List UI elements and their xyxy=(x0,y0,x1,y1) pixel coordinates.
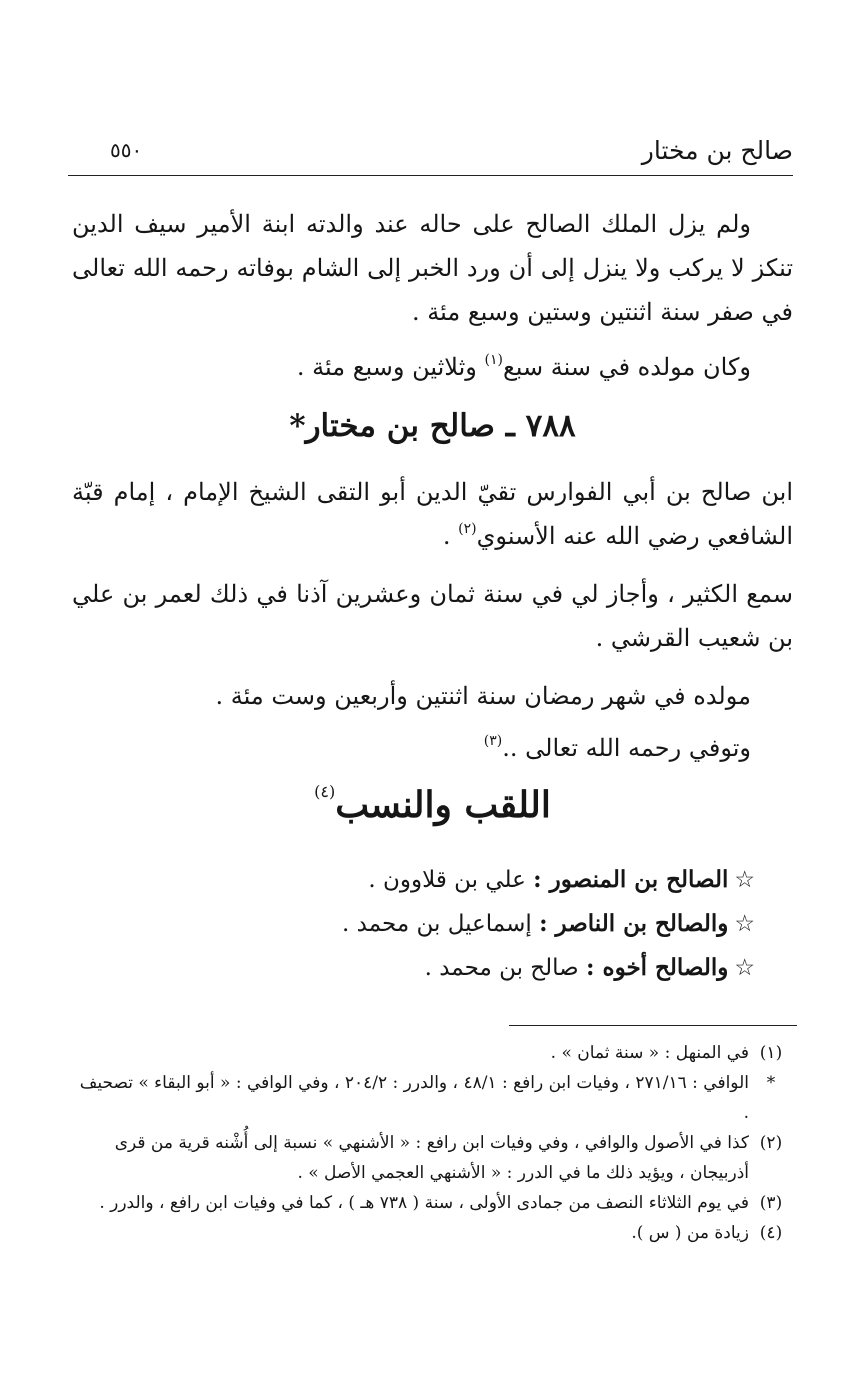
paragraph-text: ابن صالح بن أبي الفوارس تقيّ الدين أبو التقى الشيخ الإمام ، إمام قبّة الشافعي رضي الله عنه الأسنوي xyxy=(72,478,793,550)
laqab-name: والصالح بن الناصر : xyxy=(539,910,729,937)
footnote-item xyxy=(72,1128,793,1188)
footnote-ref-3: (٣) xyxy=(483,733,503,749)
footnote-item xyxy=(72,1218,793,1248)
footnote-text: في المنهل : « سنة ثمان » . xyxy=(550,1043,749,1063)
footnote-item xyxy=(72,1038,793,1068)
laqab-list xyxy=(342,858,755,990)
laqab-value: إسماعيل بن محمد . xyxy=(342,911,540,937)
paragraph-ijaza xyxy=(72,572,793,660)
paragraph-text: سمع الكثير ، وأجاز لي في سنة ثمان وعشرين آذنا في ذلك لعمر بن علي بن شعيب القرشي . xyxy=(72,580,793,652)
footnote-mark: (١) xyxy=(759,1043,783,1063)
running-header xyxy=(68,136,793,174)
header-rule xyxy=(68,175,793,176)
paragraph-death xyxy=(72,726,793,770)
paragraph-birth xyxy=(72,674,793,718)
paragraph-text: ولم يزل الملك الصالح على حاله عند والدته ابنة الأمير سيف الدين تنكز لا يركب ولا ينزل إلى أن ورد الخبر إلى الشام بوفاته رحمه الله تعالى في صفر سنة اثنتين وستين وسبع مئة . xyxy=(72,210,793,326)
footnote-text: زيادة من ( س ). xyxy=(631,1223,749,1243)
footnote-text: الوافي : ٢٧١/١٦ ، وفيات ابن رافع : ٤٨/١ ، والدرر : ٢٠٤/٢ ، وفي الوافي : « أبو البقاء » تصحيف . xyxy=(79,1073,749,1123)
footnote-text: في يوم الثلاثاء النصف من جمادى الأولى ، سنة ( ٧٣٨ هـ ) ، كما في وفيات ابن رافع ، والدرر . xyxy=(99,1193,749,1213)
footnote-ref-2: (٢) xyxy=(458,521,477,537)
laqab-name: الصالح بن المنصور : xyxy=(533,866,729,893)
star-icon: ☆ xyxy=(734,867,755,893)
paragraph-lineage xyxy=(72,470,793,558)
laqab-name: والصالح أخوه : xyxy=(586,954,729,981)
star-icon: ☆ xyxy=(734,955,755,981)
footnote-item xyxy=(72,1188,793,1218)
paragraph-text: . xyxy=(442,522,459,550)
page-number: ٥٥٠ xyxy=(110,138,143,162)
footnote-text: كذا في الأصول والوافي ، وفي وفيات ابن رافع : « الأشنهي » نسبة إلى أُشْنه قرية من قرى أذربيجان ، ويؤيد ذلك ما في الدرر : « الأشنهي العجمي الأصل » . xyxy=(114,1133,749,1183)
list-item xyxy=(342,902,755,946)
footnote-ref-1: (١) xyxy=(484,352,503,368)
laqab-value: علي بن قلاوون . xyxy=(368,867,534,893)
footnote-mark: * xyxy=(766,1073,776,1093)
footnote-ref-4: (٤) xyxy=(314,782,336,801)
paragraph-birth-date xyxy=(72,345,793,389)
paragraph-text: وتوفي رحمه الله تعالى .. xyxy=(502,734,751,762)
section-heading-text: اللقب والنسب xyxy=(335,784,551,826)
footnote-rule xyxy=(509,1025,797,1026)
footnotes xyxy=(72,1038,793,1248)
footnote-mark: (٤) xyxy=(759,1223,783,1243)
footnote-mark: (٣) xyxy=(759,1193,783,1213)
star-icon: ☆ xyxy=(734,911,755,937)
paragraph-text: مولده في شهر رمضان سنة اثنتين وأربعين وست مئة . xyxy=(215,682,751,710)
footnote-mark: (٢) xyxy=(759,1133,783,1153)
footnote-item xyxy=(72,1068,793,1128)
header-title: صالح بن مختار xyxy=(641,136,793,165)
entry-heading: ٧٨٨ ـ صالح بن مختار* xyxy=(289,408,576,444)
laqab-value: صالح بن محمد . xyxy=(424,955,587,981)
paragraph-saleh-reign xyxy=(72,202,793,334)
section-heading xyxy=(72,780,793,830)
paragraph-text: وثلاثين وسبع مئة . xyxy=(296,353,485,381)
list-item xyxy=(342,946,755,990)
paragraph-text: وكان مولده في سنة سبع xyxy=(502,353,751,381)
list-item xyxy=(342,858,755,902)
